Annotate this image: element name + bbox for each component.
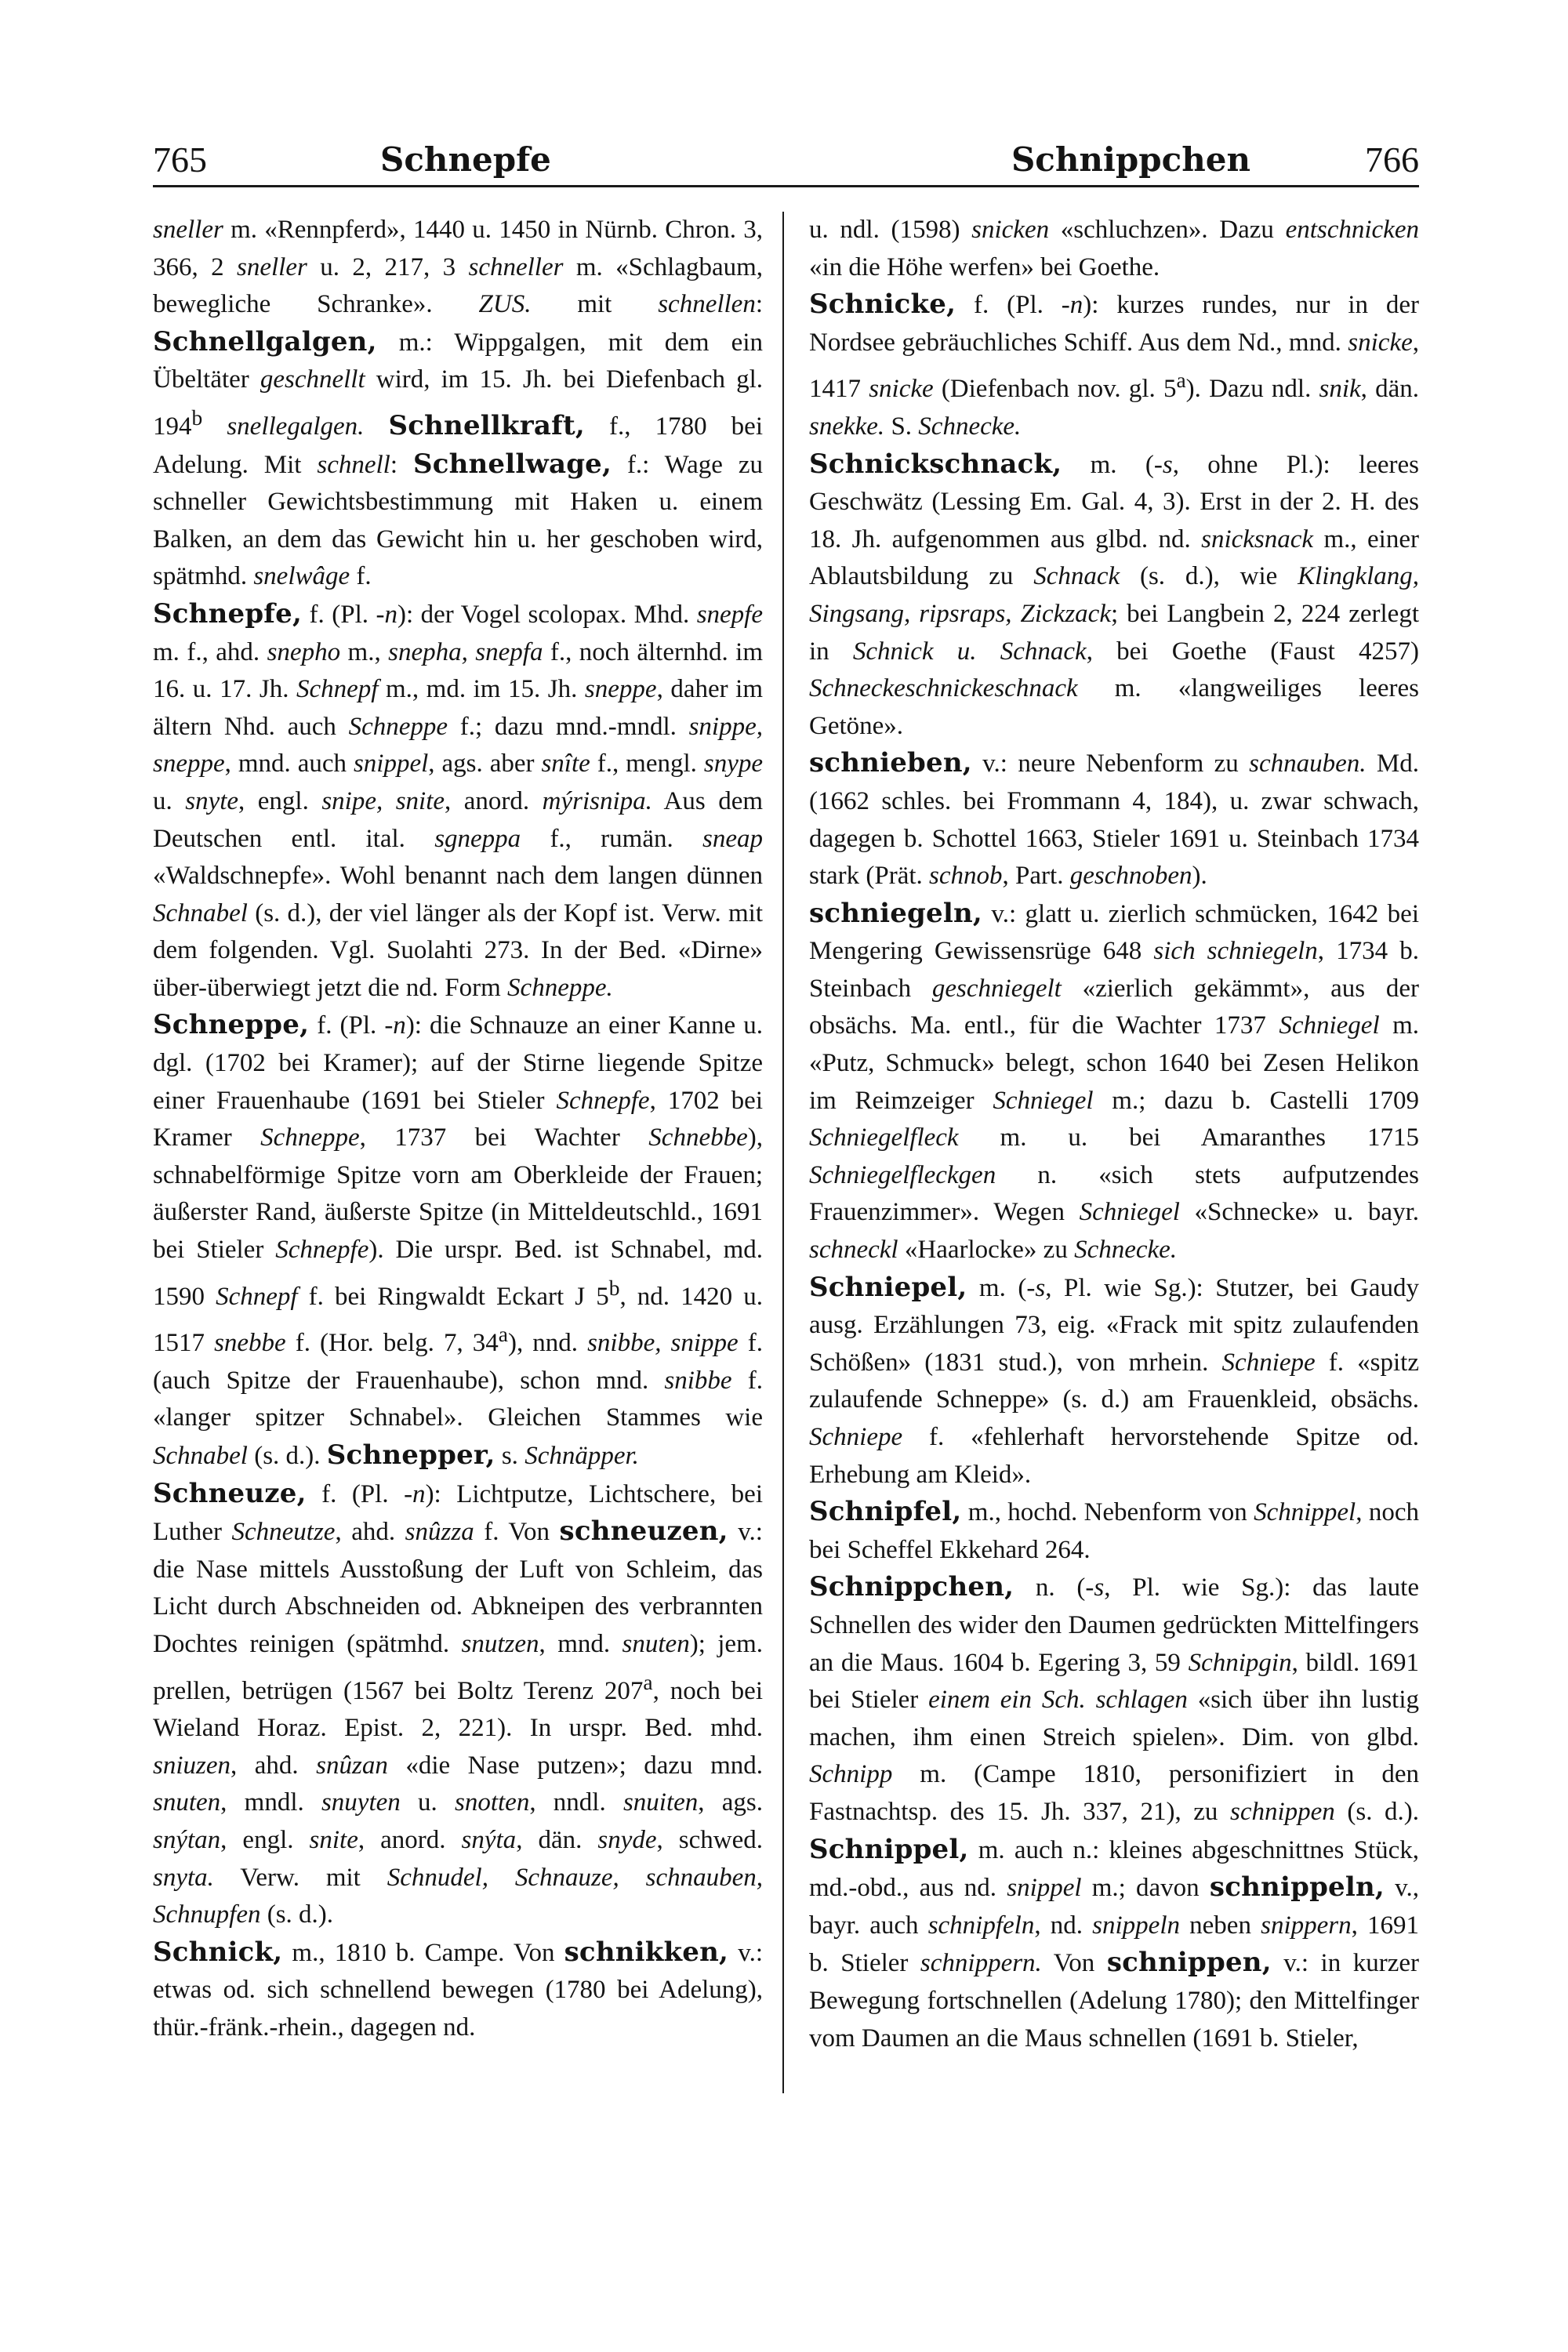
left-column <box>153 212 763 2117</box>
dictionary-entry: sneller m. «Rennpferd», 1440 u. 1450 in Nürnb. Chron. 3, 366, 2 sneller u. 2, 217, 3 schneller m. «Schlagbaum, bewegliche Schranke». ZUS. mit schnellen: Schnellgalgen, m.: Wippgalgen, mit dem ein Übeltäter geschnellt wird, im 15. Jh. bei Diefenbach gl. 194$^b$ snellegalgen. Schnellkraft, f., 1780 bei Adelung. Mit schnell: Schnellwage, f.: Wage zu schneller Gewichtsbestimmung mit Haken u. einem Balken, an dem das Gewicht hin u. her geschoben wird, spätmhd. snelwâge f. <box>153 216 763 591</box>
dictionary-entry: Schneuze, f. (Pl. -n): Lichtputze, Lichtschere, bei Luther Schneutze, ahd. snûzza f. Von schneuzen, v.: die Nase mittels Ausstoßung der Luft von Schleim, das Licht durch Abschneiden od. Abkneipen des verbrannten Dochtes reinigen (spätmhd. snutzen, mnd. snuten); jem. prellen, betrügen (1567 bei Boltz Terenz 207$^a$, noch bei Wieland Horaz. Epist. 2, 221). In urspr. Bed. mhd. sniuzen, ahd. snûzan «die Nase putzen»; dazu mnd. snuten, mndl. snuyten u. snotten, nndl. snuiten, ags. snýtan, engl. snite, anord. snýta, dän. snyde, schwed. snyta. Verw. mit Schnudel, Schnauze, schnauben, Schnupfen (s. d.). <box>153 1477 763 1929</box>
left-running-head: Schnepfe <box>380 140 551 179</box>
dictionary-entry: Schnicke, f. (Pl. -n): kurzes rundes, nur in der Nordsee gebräuchliches Schiff. Aus dem Nd., mnd. snicke, 1417 snicke (Diefenbach nov. gl. 5$^a$). Dazu ndl. snik, dän. snekke. S. Schnecke. <box>809 289 1419 441</box>
headword: schnippeln, <box>1209 1871 1385 1904</box>
headword: Schnellgalgen, <box>153 325 377 358</box>
right-page-number: 766 <box>1365 140 1419 180</box>
headword: Schniepel, <box>809 1271 967 1303</box>
headword: Schnipfel, <box>809 1496 962 1528</box>
dictionary-entry: Schnipfel, m., hochd. Nebenform von Schnippel, noch bei Scheffel Ekkehard 264. <box>809 1496 1419 1564</box>
dictionary-entry: u. ndl. (1598) snicken «schluchzen». Dazu entschnicken «in die Höhe werfen» bei Goethe. <box>809 216 1419 281</box>
headword: Schnepper, <box>326 1439 495 1471</box>
dictionary-entry: Schnickschnack, m. (-s, ohne Pl.): leeres Geschwätz (Lessing Em. Gal. 4, 3). Erst in der 2. H. des 18. Jh. aufgenommen aus glbd. nd. snicksnack m., einer Ablautsbildung zu Schnack (s. d.), wie Klingklang, Singsang, ripsraps, Zickzack; bei Langbein 2, 224 zerlegt in Schnick u. Schnack, bei Goethe (Faust 4257) Schneckeschnickeschnack m. «langweiliges leeres Getöne». <box>809 448 1419 740</box>
headword: Schnellwage, <box>412 448 612 480</box>
right-column <box>809 212 1419 2117</box>
headword: schnieben, <box>809 747 972 779</box>
column-divider <box>782 212 784 2093</box>
headword: Schneuze, <box>153 1477 307 1509</box>
headword: Schnellkraft, <box>388 409 585 441</box>
headword: Schneppe, <box>153 1009 310 1041</box>
dictionary-entry: Schnepfe, f. (Pl. -n): der Vogel scolopax. Mhd. snepfe m. f., ahd. snepho m., snepha, snepfa f., noch älternhd. im 16. u. 17. Jh. Schnepf m., md. im 15. Jh. sneppe, daher im ältern Nhd. auch Schneppe f.; dazu mnd.-mndl. snippe, sneppe, mnd. auch snippel, ags. aber snîte f., mengl. snype u. snyte, engl. snipe, snite, anord. mýrisnipa. Aus dem Deutschen entl. ital. sgneppa f., rumän. sneap «Waldschnepfe». Wohl benannt nach dem langen dünnen Schnabel (s. d.), der viel länger als der Kopf ist. Verw. mit dem folgenden. Vgl. Suolahti 273. In der Bed. «Dirne» über-überwiegt jetzt die nd. Form Schneppe. <box>153 597 763 1002</box>
headword: schnikken, <box>564 1936 729 1968</box>
headword: Schnicke, <box>809 289 956 321</box>
left-page-number: 765 <box>153 140 207 180</box>
right-running-head: Schnippchen <box>1011 140 1250 179</box>
dictionary-entry: Schnippchen, n. (-s, Pl. wie Sg.): das laute Schnellen des wider den Daumen gedrückten Mittelfingers an die Maus. 1604 b. Egering 3, 59 Schnipgin, bildl. 1691 bei Stieler einem ein Sch. schlagen «sich über ihn lustig machen, ihm einen Streich spielen». Dim. von glbd. Schnipp m. (Campe 1810, personifiziert in den Fastnachtsp. des 15. Jh. 337, 21), zu schnippen (s. d.). Schnippel, m. auch n.: kleines abgeschnittnes Stück, md.-obd., aus nd. snippel m.; davon schnippeln, v., bayr. auch schnipfeln, nd. snippeln neben snippern, 1691 b. Stieler schnippern. Von schnippen, v.: in kurzer Bewegung fortschnellen (Adelung 1780); den Mittelfinger vom Daumen an die Maus schnellen (1691 b. Stieler, <box>809 1571 1419 2053</box>
headword: Schnepfe, <box>153 597 302 630</box>
dictionary-entry: Schnick, m., 1810 b. Campe. Von schnikken, v.: etwas od. sich schnellend bewegen (1780 bei Adelung), thür.-fränk.-rhein., dagegen nd. <box>153 1936 763 2042</box>
dictionary-entry: Schniepel, m. (-s, Pl. wie Sg.): Stutzer, bei Gaudy ausg. Erzählungen 73, eig. «Frack mit spitz zulaufenden Schößen» (1831 stud.), von mrhein. Schniepe f. «spitz zulaufende Schneppe» (s. d.) am Frauenkleid, obsächs. Schniepe f. «fehlerhaft hervorstehende Spitze od. Erhebung am Kleid». <box>809 1271 1419 1489</box>
dictionary-entry: Schneppe, f. (Pl. -n): die Schnauze an einer Kanne u. dgl. (1702 bei Kramer); auf der Stirne liegende Spitze einer Frauenhaube (1691 bei Stieler Schnepfe, 1702 bei Kramer Schneppe, 1737 bei Wachter Schnebbe), schnabelförmige Spitze vorn am Oberkleide der Frauen; äußerster Rand, äußerste Spitze (in Mitteldeutschld., 1691 bei Stieler Schnepfe). Die urspr. Bed. ist Schnabel, md. 1590 Schnepf f. bei Ringwaldt Eckart J 5$^b$, nd. 1420 u. 1517 snebbe f. (Hor. belg. 7, 34$^a$), nnd. snibbe, snippe f. (auch Spitze der Frauenhaube), schon mnd. snibbe f. «langer spitzer Schnabel». Gleichen Stammes wie Schnabel (s. d.). Schnepper, s. Schnäpper. <box>153 1009 763 1471</box>
headword: schnippen, <box>1106 1947 1272 1979</box>
dictionary-entry: schnieben, v.: neure Nebenform zu schnauben. Md. (1662 schles. bei Frommann 4, 184), u. zwar schwach, dagegen b. Schottel 1663, Stieler 1691 u. Steinbach 1734 stark (Prät. schnob, Part. geschnoben). <box>809 747 1419 891</box>
headword: Schnickschnack, <box>809 448 1062 480</box>
headword: schniegeln, <box>809 897 982 929</box>
dictionary-entry: schniegeln, v.: glatt u. zierlich schmücken, 1642 bei Mengering Gewissensrüge 648 sich schniegeln, 1734 b. Steinbach geschniegelt «zierlich gekämmt», aus der obsächs. Ma. entl., für die Wachter 1737 Schniegel m. «Putz, Schmuck» belegt, schon 1640 bei Zesen Helikon im Reimzeiger Schniegel m.; dazu b. Castelli 1709 Schniegelfleck m. u. bei Amaranthes 1715 Schniegelfleckgen n. «sich stets aufputzendes Frauenzimmer». Wegen Schniegel «Schnecke» u. bayr. schneckl «Haarlocke» zu Schnecke. <box>809 897 1419 1265</box>
headword: Schnippel, <box>809 1833 969 1865</box>
headword: Schnick, <box>153 1936 283 1968</box>
headword: Schnippchen, <box>809 1571 1014 1603</box>
header-rule <box>153 185 1419 187</box>
page-header <box>153 138 1419 185</box>
headword: schneuzen, <box>559 1515 728 1548</box>
